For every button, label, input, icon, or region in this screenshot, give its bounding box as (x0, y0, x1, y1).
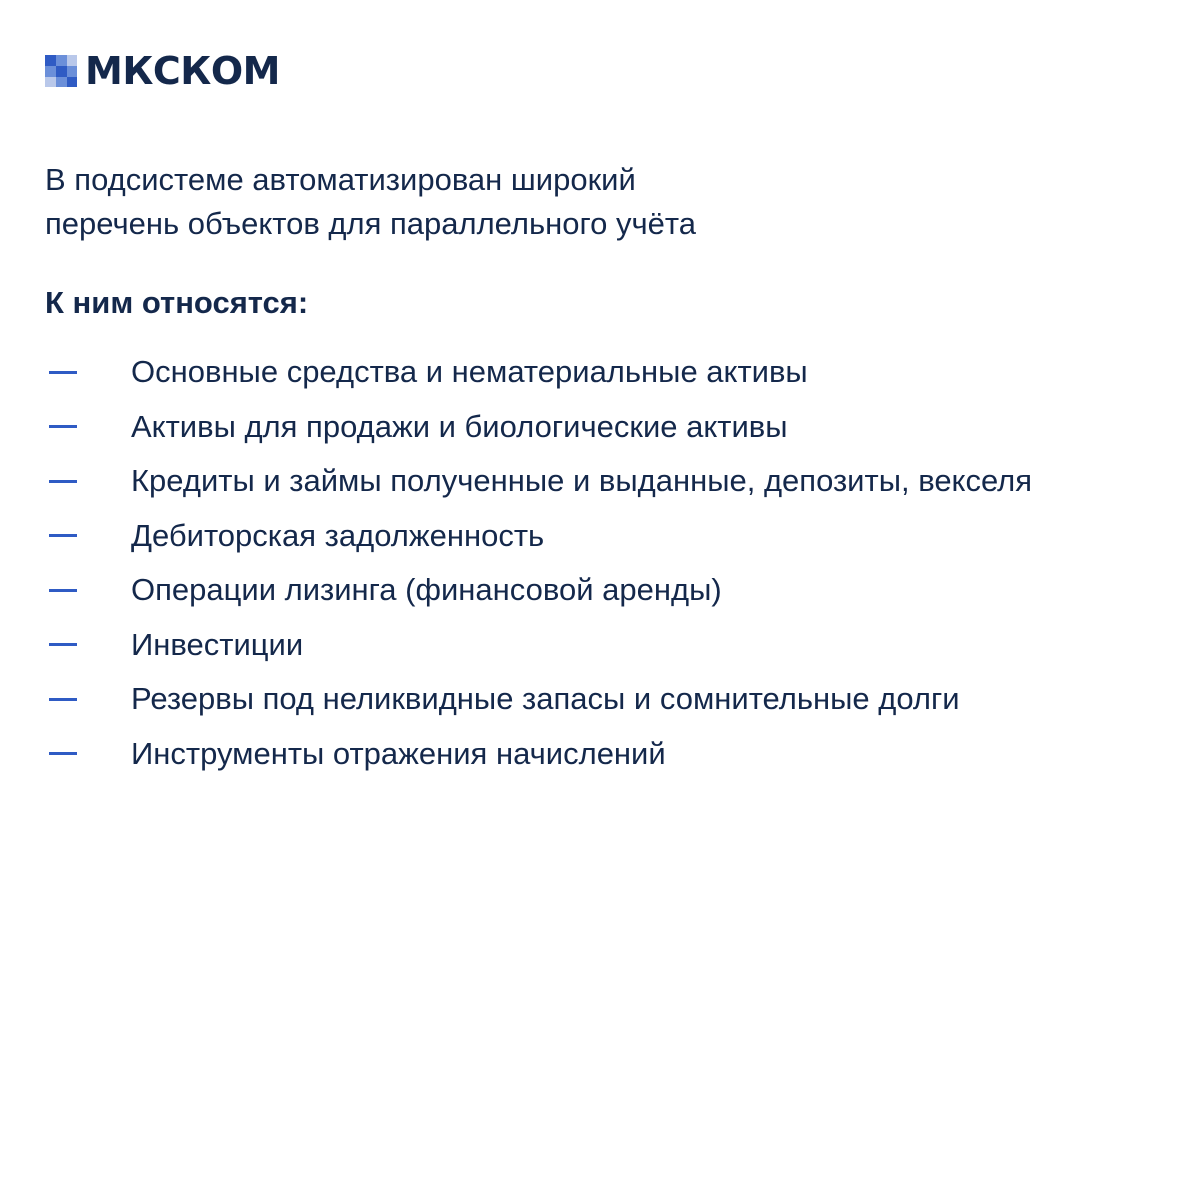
list-item (45, 454, 1032, 509)
list-heading: К ним относятся: (45, 285, 309, 320)
list-item-text: Активы для продажи и биологические активы (131, 408, 788, 444)
logo-mark-icon (45, 55, 77, 87)
list-item-text: Резервы под неликвидные запасы и сомнительные долги (131, 681, 960, 717)
dash-bullet-icon (49, 425, 77, 428)
list-item (45, 727, 1032, 782)
dash-bullet-icon (49, 534, 77, 537)
list-item-text: Основные средства и нематериальные активы (131, 354, 808, 390)
dash-bullet-icon (49, 480, 77, 483)
list-item (45, 618, 1032, 673)
list-item (45, 509, 1032, 564)
dash-bullet-icon (49, 589, 77, 592)
list-item-text: Инструменты отражения начислений (131, 735, 666, 771)
intro-line-1: В подсистеме автоматизирован широкий (45, 162, 636, 197)
list-item-text: Операции лизинга (финансовой аренды) (131, 572, 722, 608)
dash-bullet-icon (49, 752, 77, 755)
dash-bullet-icon (49, 371, 77, 374)
list-item (45, 400, 1032, 455)
dash-bullet-icon (49, 698, 77, 701)
intro-line-2: перечень объектов для параллельного учёта (45, 206, 696, 241)
objects-list (45, 345, 1032, 781)
list-item (45, 672, 1032, 727)
brand-name: МКСКОМ (85, 49, 280, 93)
list-item-text: Кредиты и займы полученные и выданные, депозиты, векселя (131, 463, 1033, 499)
brand-logo (45, 49, 280, 93)
dash-bullet-icon (49, 643, 77, 646)
intro-paragraph (45, 158, 1145, 246)
list-item (45, 345, 1032, 400)
list-item (45, 563, 1032, 618)
list-item-text: Дебиторская задолженность (131, 517, 545, 553)
list-item-text: Инвестиции (131, 626, 304, 662)
